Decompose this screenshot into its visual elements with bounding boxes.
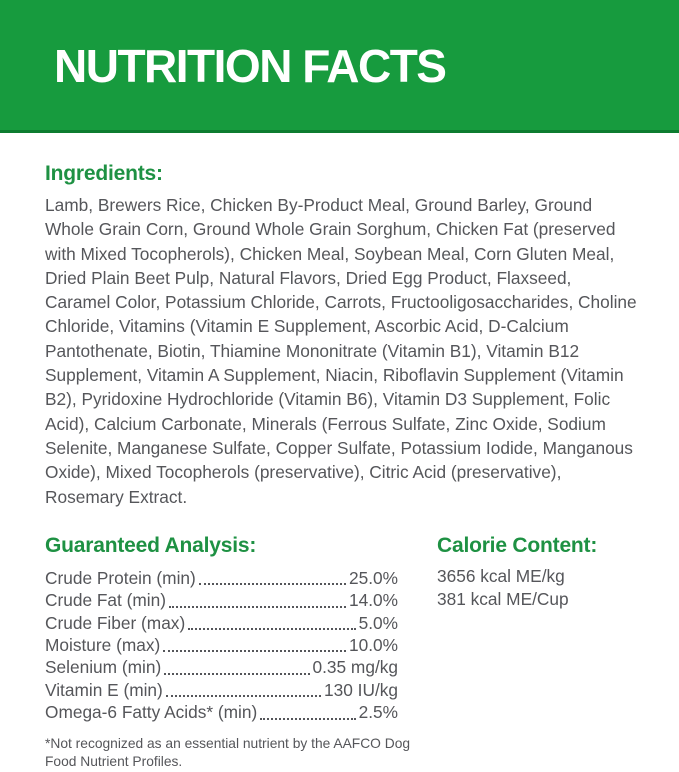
- table-row: [45, 589, 398, 611]
- table-row: [45, 656, 398, 678]
- row-label: Crude Protein (min): [45, 567, 196, 588]
- dotted-leader: [163, 650, 346, 652]
- dotted-leader: [164, 673, 309, 675]
- row-value: 14.0%: [348, 590, 398, 611]
- row-label: Selenium (min): [45, 657, 162, 678]
- row-label: Crude Fiber (max): [45, 612, 186, 633]
- calorie-per-cup: 381 kcal ME/Cup: [437, 588, 569, 609]
- row-value: 5.0%: [358, 612, 398, 633]
- table-row: [45, 679, 398, 701]
- guaranteed-analysis-heading: Guaranteed Analysis:: [45, 533, 257, 557]
- row-value: 25.0%: [348, 567, 398, 588]
- row-value: 0.35 mg/kg: [312, 657, 398, 678]
- ingredients-heading: Ingredients:: [45, 162, 163, 185]
- dotted-leader: [188, 628, 355, 630]
- aafco-footnote: *Not recognized as an essential nutrient by the AAFCO Dog Food Nutrient Profiles.: [45, 735, 411, 770]
- calorie-content-heading: Calorie Content:: [437, 533, 598, 557]
- row-value: 130 IU/kg: [324, 679, 398, 700]
- row-label: Crude Fat (min): [45, 590, 166, 611]
- table-row: [45, 701, 398, 723]
- table-row: [45, 567, 398, 589]
- dotted-leader: [166, 695, 321, 697]
- nutrition-facts-banner: [0, 0, 679, 133]
- table-row: [45, 612, 398, 634]
- analysis-columns: [45, 534, 637, 772]
- calorie-per-kg: 3656 kcal ME/kg: [437, 565, 565, 586]
- guaranteed-analysis-section: [45, 533, 411, 772]
- calorie-values: [437, 565, 637, 611]
- dotted-leader: [260, 718, 355, 720]
- ingredients-text: Lamb, Brewers Rice, Chicken By-Product Meal, Ground Barley, Ground Whole Grain Corn, Ground Whole Grain Sorghum, Chicken Fat (preserved with Mixed Tocopherols), Chicken Meal, Soybean Meal, Corn Gluten Meal, Dried Plain Beet Pulp, Natural Flavors, Dried Egg Product, Flaxseed, Caramel Color, Potassium Chloride, Carrots, Fructooligosaccharides, Choline Chloride, Vitamins (Vitamin E Supplement, Ascorbic Acid, D-Calcium Pantothenate, Biotin, Thiamine Mononitrate (Vitamin B1), Vitamin B12 Supplement, Vitamin A Supplement, Niacin, Riboflavin Supplement (Vitamin B2), Pyridoxine Hydrochloride (Vitamin B6), Vitamin D3 Supplement, Folic Acid), Calcium Carbonate, Minerals (Ferrous Sulfate, Zinc Oxide, Sodium Selenite, Manganese Sulfate, Copper Sulfate, Potassium Iodide, Manganous Oxide), Mixed Tocopherols (preservative), Citric Acid (preservative), Rosemary Extract.: [45, 195, 637, 507]
- dotted-leader: [199, 583, 346, 585]
- guaranteed-analysis-table: [45, 567, 398, 724]
- row-value: 10.0%: [348, 635, 398, 656]
- page-title: NUTRITION FACTS: [54, 40, 446, 92]
- calorie-content-section: [437, 534, 637, 772]
- row-value: 2.5%: [358, 702, 398, 723]
- row-label: Vitamin E (min): [45, 679, 163, 700]
- dotted-leader: [169, 606, 346, 608]
- row-label: Moisture (max): [45, 635, 161, 656]
- row-label: Omega-6 Fatty Acids* (min): [45, 702, 258, 723]
- label-content: [0, 162, 679, 772]
- table-row: [45, 634, 398, 656]
